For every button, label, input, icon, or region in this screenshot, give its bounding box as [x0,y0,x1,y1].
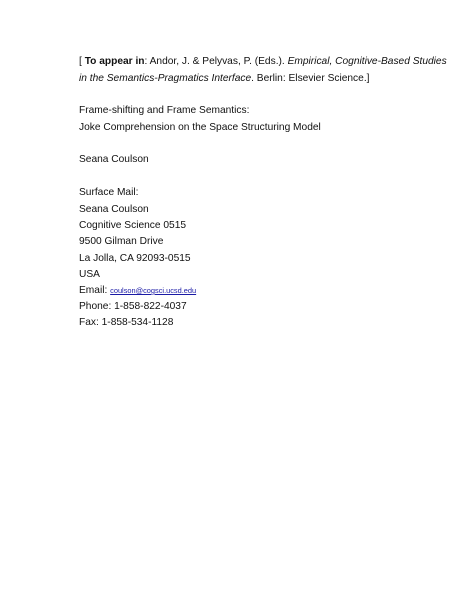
contact-name: Seana Coulson [79,204,149,215]
contact-country: USA [79,269,100,280]
citation-open-bracket: [ [79,56,82,67]
citation-publisher: . Berlin: Elsevier Science.] [251,73,370,84]
email-link[interactable]: coulson@cogsci.ucsd.edu [110,286,197,295]
contact-phone: Phone: 1-858-822-4037 [79,301,187,312]
citation-line-1 [79,55,447,68]
contact-city: La Jolla, CA 92093-0515 [79,253,191,264]
contact-fax: Fax: 1-858-534-1128 [79,317,174,328]
citation-line-2 [79,72,369,85]
surface-mail-heading: Surface Mail: [79,187,139,198]
citation-book-title-1: Empirical, Cognitive-Based Studies [287,56,447,67]
citation-colon: : [144,56,148,67]
paper-title-line-1: Frame-shifting and Frame Semantics: [79,105,250,116]
contact-street: 9500 Gilman Drive [79,236,164,247]
contact-email-line [79,284,196,297]
citation-book-title-2: in the Semantics-Pragmatics Interface [79,73,252,84]
email-label: Email: [79,285,111,296]
author-name: Seana Coulson [79,154,149,165]
citation-to-appear-label: To appear in [84,56,145,67]
citation-editors: Andor, J. & Pelyvas, P. (Eds.). [147,56,288,67]
paper-title-line-2: Joke Comprehension on the Space Structuring Model [79,122,321,133]
contact-department: Cognitive Science 0515 [79,220,187,231]
